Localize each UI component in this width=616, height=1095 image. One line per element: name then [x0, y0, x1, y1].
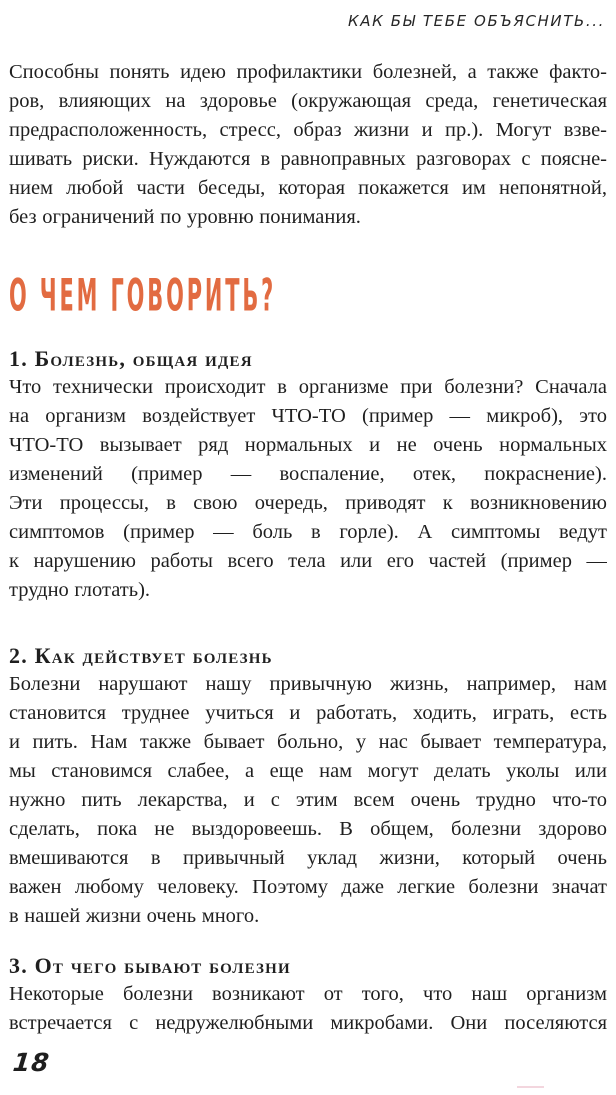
intro-paragraph	[9, 58, 607, 232]
text-line: шивать риски. Нуждаются в равноправных разговорах с поясне-	[9, 148, 607, 170]
text-line: мы становимся слабее, а еще нам могут делать уколы или	[9, 760, 607, 782]
text-line: предрасположенность, стресс, образ жизни и пр.). Могут взве-	[9, 119, 607, 141]
text-line: изменений (пример — воспаление, отек, покраснение).	[9, 463, 607, 485]
text-line: Эти процессы, в свою очередь, приводят к возникновению	[9, 492, 607, 514]
section-body	[9, 670, 607, 931]
text-line: Способны понять идею профилактики болезней, а также факто-	[9, 61, 607, 83]
text-line: вмешиваются в привычный уклад жизни, который очень	[9, 847, 607, 869]
text-line: Некоторые болезни возникают от того, что наш организм	[9, 983, 607, 1005]
running-header: КАК БЫ ТЕБЕ ОБЪЯСНИТЬ...	[348, 12, 605, 30]
section-how-disease-acts	[9, 641, 607, 931]
section-body	[9, 373, 607, 605]
decorative-dash	[517, 1086, 544, 1088]
text-line: ров, влияющих на здоровье (окружающая среда, генетическая	[9, 90, 607, 112]
text-line: становится труднее учиться и работать, ходить, играть, есть	[9, 702, 607, 724]
text-line: встречается с недружелюбными микробами. Они поселяются	[9, 1012, 607, 1034]
section-heading: 1. Болезнь, общая идея	[9, 346, 253, 371]
page-number: 18	[11, 1048, 52, 1077]
text-line: в нашей жизни очень много.	[9, 905, 260, 927]
section-disease-causes	[9, 951, 607, 1038]
text-line: Болезни нарушают нашу привычную жизнь, например, нам	[9, 673, 607, 695]
chapter-question-heading-text: О ЧЕМ ГОВОРИТЬ?	[9, 268, 277, 322]
section-disease-general-idea	[9, 344, 607, 605]
text-line: ЧТО-ТО вызывает ряд нормальных и не очень нормальных	[9, 434, 607, 456]
chapter-question-heading	[9, 266, 607, 324]
text-line: важен любому человеку. Поэтому даже легкие болезни значат	[9, 876, 607, 898]
text-line: к нарушению работы всего тела или его частей (пример —	[9, 550, 607, 572]
text-line: без ограничений по уровню понимания.	[9, 206, 361, 228]
text-line: сделать, пока не выздоровеешь. В общем, болезни здорово	[9, 818, 607, 840]
section-heading: 2. Как действует болезнь	[9, 643, 273, 668]
section-body	[9, 980, 607, 1038]
text-line: трудно глотать).	[9, 579, 151, 601]
text-line: Что технически происходит в организме при болезни? Сначала	[9, 376, 607, 398]
text-line: нужно пить лекарства, и с этим всем очень трудно что-то	[9, 789, 607, 811]
text-line: симптомов (пример — боль в горле). А симптомы ведут	[9, 521, 607, 543]
text-line: на организм воздействует ЧТО-ТО (пример — микроб), это	[9, 405, 607, 427]
section-heading: 3. От чего бывают болезни	[9, 953, 291, 978]
text-line: нием любой части беседы, которая покажется им непонятной,	[9, 177, 607, 199]
text-line: и пить. Нам также бывает больно, у нас бывает температура,	[9, 731, 607, 753]
